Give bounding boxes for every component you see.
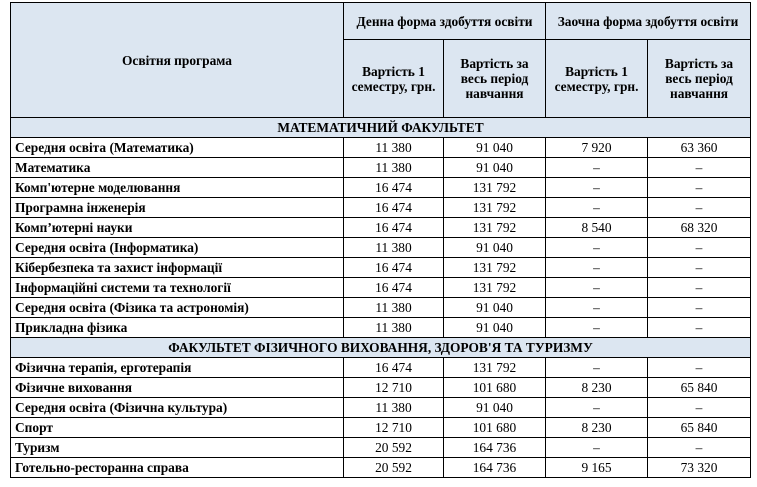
- corr-semester-cost: –: [546, 278, 648, 298]
- corr-total-cost: –: [648, 398, 751, 418]
- corr-total-cost: 68 320: [648, 218, 751, 238]
- corr-semester-cost: 8 540: [546, 218, 648, 238]
- header-correspondence-form: Заочна форма здобуття освіти: [546, 3, 751, 40]
- corr-total-cost: 73 320: [648, 458, 751, 478]
- table-row: [11, 358, 751, 378]
- tuition-table: [10, 2, 751, 478]
- day-semester-cost: 12 710: [344, 378, 444, 398]
- day-semester-cost: 16 474: [344, 218, 444, 238]
- faculty-row: [11, 338, 751, 358]
- table-row: [11, 438, 751, 458]
- table-row: [11, 218, 751, 238]
- day-semester-cost: 20 592: [344, 438, 444, 458]
- corr-total-cost: –: [648, 238, 751, 258]
- corr-semester-cost: 8 230: [546, 378, 648, 398]
- table-row: [11, 398, 751, 418]
- program-name: Фізична терапія, ерготерапія: [11, 358, 344, 378]
- program-name: Спорт: [11, 418, 344, 438]
- corr-total-cost: 65 840: [648, 418, 751, 438]
- corr-semester-cost: 7 920: [546, 138, 648, 158]
- table-row: [11, 258, 751, 278]
- corr-total-cost: –: [648, 258, 751, 278]
- corr-semester-cost: 8 230: [546, 418, 648, 438]
- program-name: Готельно-ресторанна справа: [11, 458, 344, 478]
- corr-total-cost: –: [648, 318, 751, 338]
- table-row: [11, 138, 751, 158]
- day-semester-cost: 16 474: [344, 278, 444, 298]
- day-total-cost: 101 680: [444, 418, 546, 438]
- program-name: Прикладна фізика: [11, 318, 344, 338]
- header-corr-cost-total: Вартість за весь період навчання: [648, 40, 751, 118]
- day-semester-cost: 11 380: [344, 238, 444, 258]
- day-total-cost: 101 680: [444, 378, 546, 398]
- day-semester-cost: 16 474: [344, 198, 444, 218]
- program-name: Середня освіта (Фізична культура): [11, 398, 344, 418]
- corr-semester-cost: –: [546, 258, 648, 278]
- day-total-cost: 131 792: [444, 258, 546, 278]
- header-day-cost-semester: Вартість 1 семестру, грн.: [344, 40, 444, 118]
- corr-total-cost: –: [648, 178, 751, 198]
- corr-semester-cost: –: [546, 298, 648, 318]
- day-total-cost: 131 792: [444, 218, 546, 238]
- day-semester-cost: 11 380: [344, 138, 444, 158]
- day-semester-cost: 16 474: [344, 358, 444, 378]
- header-day-form: Денна форма здобуття освіти: [344, 3, 546, 40]
- program-name: Комп'ютерне моделювання: [11, 178, 344, 198]
- corr-total-cost: –: [648, 358, 751, 378]
- faculty-row: [11, 118, 751, 138]
- table-row: [11, 318, 751, 338]
- corr-semester-cost: –: [546, 158, 648, 178]
- day-total-cost: 91 040: [444, 138, 546, 158]
- corr-semester-cost: –: [546, 358, 648, 378]
- corr-total-cost: 63 360: [648, 138, 751, 158]
- day-total-cost: 91 040: [444, 238, 546, 258]
- day-semester-cost: 16 474: [344, 258, 444, 278]
- table-row: [11, 238, 751, 258]
- program-name: Програмна інженерія: [11, 198, 344, 218]
- day-semester-cost: 11 380: [344, 298, 444, 318]
- corr-semester-cost: –: [546, 438, 648, 458]
- day-total-cost: 164 736: [444, 458, 546, 478]
- program-name: Середня освіта (Інформатика): [11, 238, 344, 258]
- program-name: Фізичне виховання: [11, 378, 344, 398]
- program-name: Середня освіта (Математика): [11, 138, 344, 158]
- corr-total-cost: 65 840: [648, 378, 751, 398]
- corr-total-cost: –: [648, 198, 751, 218]
- faculty-title: МАТЕМАТИЧНИЙ ФАКУЛЬТЕТ: [11, 118, 751, 138]
- day-total-cost: 131 792: [444, 278, 546, 298]
- day-semester-cost: 16 474: [344, 178, 444, 198]
- day-total-cost: 131 792: [444, 198, 546, 218]
- program-name: Туризм: [11, 438, 344, 458]
- day-total-cost: 91 040: [444, 298, 546, 318]
- day-semester-cost: 11 380: [344, 318, 444, 338]
- table-body: [11, 118, 751, 478]
- day-total-cost: 91 040: [444, 318, 546, 338]
- header-program: Освітня програма: [11, 3, 344, 118]
- program-name: Математика: [11, 158, 344, 178]
- day-semester-cost: 20 592: [344, 458, 444, 478]
- table-row: [11, 298, 751, 318]
- table-header: [11, 3, 751, 118]
- table-row: [11, 378, 751, 398]
- table-row: [11, 158, 751, 178]
- header-day-cost-total: Вартість за весь період навчання: [444, 40, 546, 118]
- corr-total-cost: –: [648, 298, 751, 318]
- program-name: Кібербезпека та захист інформації: [11, 258, 344, 278]
- table-row: [11, 458, 751, 478]
- corr-semester-cost: –: [546, 178, 648, 198]
- corr-semester-cost: –: [546, 198, 648, 218]
- table-row: [11, 418, 751, 438]
- program-name: Середня освіта (Фізика та астрономія): [11, 298, 344, 318]
- corr-semester-cost: –: [546, 398, 648, 418]
- corr-total-cost: –: [648, 278, 751, 298]
- corr-semester-cost: 9 165: [546, 458, 648, 478]
- day-semester-cost: 11 380: [344, 158, 444, 178]
- corr-total-cost: –: [648, 158, 751, 178]
- day-total-cost: 131 792: [444, 358, 546, 378]
- corr-total-cost: –: [648, 438, 751, 458]
- table-row: [11, 278, 751, 298]
- day-total-cost: 91 040: [444, 158, 546, 178]
- program-name: Інформаційні системи та технології: [11, 278, 344, 298]
- corr-semester-cost: –: [546, 238, 648, 258]
- header-corr-cost-semester: Вартість 1 семестру, грн.: [546, 40, 648, 118]
- day-total-cost: 131 792: [444, 178, 546, 198]
- faculty-title: ФАКУЛЬТЕТ ФІЗИЧНОГО ВИХОВАННЯ, ЗДОРОВ'Я ТА ТУРИЗМУ: [11, 338, 751, 358]
- day-semester-cost: 11 380: [344, 398, 444, 418]
- program-name: Комп’ютерні науки: [11, 218, 344, 238]
- corr-semester-cost: –: [546, 318, 648, 338]
- day-total-cost: 164 736: [444, 438, 546, 458]
- table-row: [11, 198, 751, 218]
- day-semester-cost: 12 710: [344, 418, 444, 438]
- table-row: [11, 178, 751, 198]
- day-total-cost: 91 040: [444, 398, 546, 418]
